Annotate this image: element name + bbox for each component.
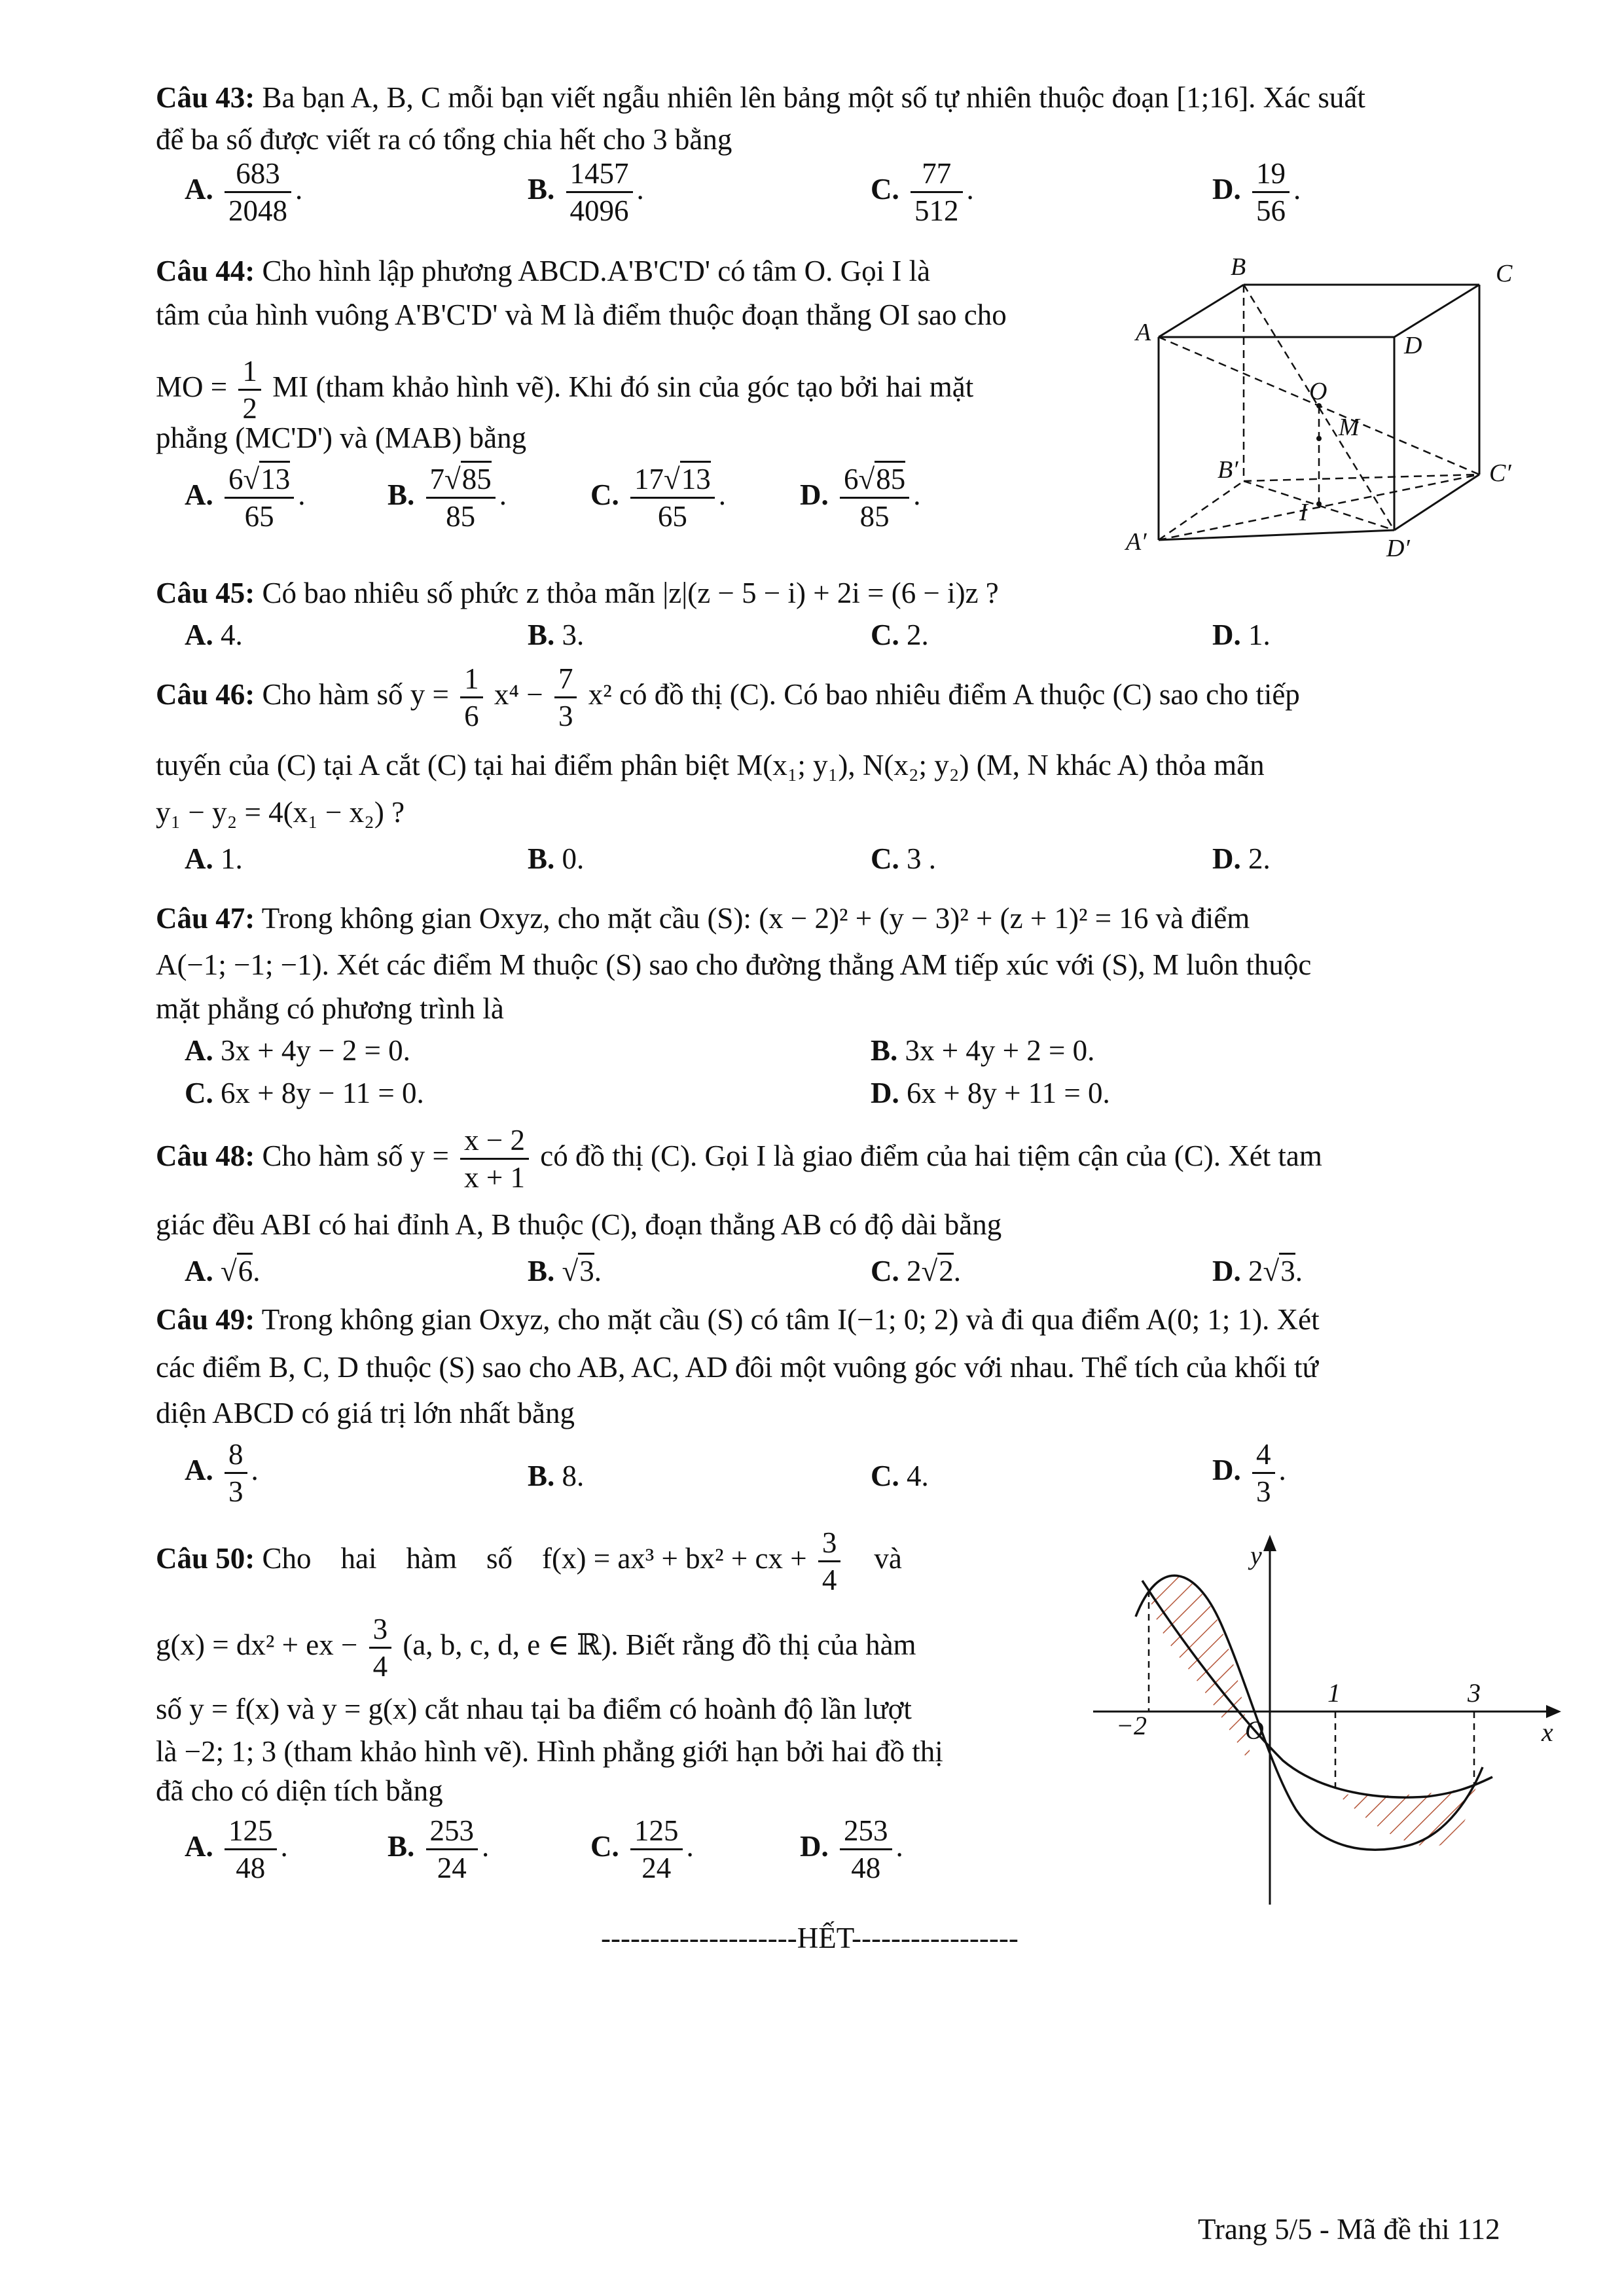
option-text: 1. [1248,619,1271,651]
label-D: D [1404,332,1422,359]
option-text: 3x + 4y − 2 = 0. [221,1034,410,1067]
label-M: M [1339,414,1360,441]
option-label: B. [388,478,415,511]
numerator: 4 [1252,1437,1275,1474]
q50-text-d: (a, b, c, d, e ∈ ℝ). Biết rằng đồ thị của hàm [403,1628,916,1661]
fraction [225,156,291,228]
denominator: 48 [236,1852,266,1884]
q50-label: Câu 50: [156,1541,255,1575]
q44-text1: Cho hình lập phương ABCD.A'B'C'D' có tâm O. Gọi I là [262,255,931,287]
option-text: 3. [562,619,585,651]
coefficient: 6 [844,463,859,495]
q43-option-d[interactable]: D. $\frac{19}{56}$ . [1212,157,1301,227]
q50-line1 [156,1525,902,1598]
fraction [630,1813,683,1886]
option-label: B. [528,1460,555,1492]
option-text: 0. [562,842,585,875]
q50-line5: đã cho có diện tích bằng [156,1774,443,1807]
option-label: A. [185,478,213,511]
option-text: 2. [907,619,929,651]
label-O: O [1309,378,1327,405]
fraction [554,661,577,734]
q47-text1: Trong không gian Oxyz, cho mặt cầu (S): (x − 2)² + (y − 3)² + (z + 1)² = 16 và điểm [261,902,1250,935]
label-B1: B′ [1218,456,1238,484]
numerator: 19 [1252,156,1290,193]
fraction [840,1813,892,1886]
q45-option-b[interactable] [528,615,584,655]
q48-line2: giác đều ABI có hai đỉnh A, B thuộc (C), đoạn thẳng AB có độ dài bằng [156,1208,1002,1241]
q47-line2: A(−1; −1; −1). Xét các điểm M thuộc (S) sao cho đường thẳng AM tiếp xúc với (S), M luôn thuộc [156,948,1312,981]
option-label: A. [185,1255,213,1287]
function-graph [1074,1518,1571,1911]
q50-option-a[interactable]: A. $\frac{125}{48}$ . [185,1814,288,1884]
option-text: 3x + 4y + 2 = 0. [905,1034,1095,1067]
q44-line4: phẳng (MC'D') và (MAB) bằng [156,422,527,454]
origin-label: O [1245,1715,1264,1745]
numerator: 253 [426,1813,478,1850]
denominator: 3 [228,1475,244,1508]
option-text: 4. [221,619,243,651]
q48-text-a: Cho hàm số y = [262,1139,449,1172]
denominator: 65 [657,500,687,533]
numerator: 125 [630,1813,683,1850]
q44-expr-right: MI (tham khảo hình vẽ). Khi đó sin của góc tạo bởi hai mặt [272,370,974,403]
q45-text1: Có bao nhiêu số phức z thỏa mãn |z|(z − 5 − i) + 2i = (6 − i)z ? [262,577,999,609]
q48-text-b: có đồ thị (C). Gọi I là giao điểm của hai tiệm cận của (C). Xét tam [540,1139,1322,1172]
coefficient: 6 [228,463,244,495]
tick-label-minus2: −2 [1116,1711,1147,1740]
period: . [253,1255,261,1287]
fraction [460,1122,529,1195]
q43-label: Câu 43: [156,81,255,114]
option-label: D. [1212,1453,1241,1486]
option-text: 1. [221,842,243,875]
fraction [1252,1437,1275,1509]
option-text: 6x + 8y + 11 = 0. [907,1077,1110,1109]
denominator: 3 [558,700,573,732]
point-M [1316,436,1322,441]
q46-label: Câu 46: [156,677,255,711]
period: . [594,1255,602,1287]
numerator: 7 [554,661,577,698]
fraction: $\frac{6√85}{85}$ [840,461,909,534]
option-label: D. [871,1077,899,1109]
q47-option-a[interactable] [185,1031,410,1070]
coefficient: 17 [634,463,664,495]
q50-option-c[interactable]: C. $\frac{125}{24}$ . [590,1814,694,1884]
radicand: 13 [680,461,711,495]
radicand: 2 [937,1253,954,1287]
page-footer: Trang 5/5 - Mã đề thi 112 [1198,2213,1500,2246]
option-label: A. [185,619,213,651]
q46-option-d[interactable] [1212,839,1271,878]
shaded-region-left [1149,1575,1252,1767]
q44-line3 [156,353,973,426]
fraction [911,156,963,228]
q46-option-c[interactable] [871,839,936,878]
point-I [1316,501,1322,507]
q47-line3: mặt phẳng có phương trình là [156,992,504,1025]
q48-option-a[interactable]: A. √6. [185,1251,260,1291]
numerator: 8 [225,1437,247,1474]
q43-line2: để ba số được viết ra có tổng chia hết cho 3 bằng [156,123,732,156]
radicand: 13 [259,461,290,495]
denominator: 65 [244,500,274,533]
q43-line1 [156,77,1365,118]
q46-option-a[interactable] [185,839,243,878]
q49-option-b[interactable] [528,1456,584,1496]
fraction [369,1611,392,1684]
option-label: A. [185,1453,213,1486]
numerator: 1 [460,661,483,698]
option-label: B. [528,619,555,651]
option-label: C. [871,172,899,206]
q49-label: Câu 49: [156,1303,255,1336]
q45-label: Câu 45: [156,577,255,609]
q45-line1 [156,573,999,613]
option-label: C. [590,1829,619,1863]
q44-label: Câu 44: [156,255,255,287]
label-C: C [1496,260,1513,287]
fraction [818,1525,841,1598]
q50-option-b[interactable]: B. $\frac{253}{24}$ . [388,1814,490,1884]
option-text: 4. [907,1460,929,1492]
q47-line1 [156,898,1250,939]
q49-option-d[interactable]: D. $\frac{4}{3}$ . [1212,1438,1286,1508]
numerator: 253 [840,1813,892,1850]
q43-option-b[interactable]: B. $\frac{1457}{4096}$ . [528,157,644,227]
option-label: C. [590,478,619,511]
option-label: A. [185,1034,213,1067]
q47-option-c[interactable] [185,1073,424,1113]
fraction [238,353,261,426]
q50-text-b: và [874,1541,902,1575]
q44-option-a[interactable]: A. $\frac{6√13}{65}$ . [185,461,305,534]
option-label: C. [871,619,899,651]
shaded-region-right [1335,1787,1476,1846]
option-label: A. [185,172,213,206]
option-label: C. [871,1460,899,1492]
q44-line2: tâm của hình vuông A'B'C'D' và M là điểm thuộc đoạn thẳng OI sao cho [156,298,1007,331]
label-I: I [1299,499,1308,526]
option-text: 2. [1248,842,1271,875]
tick-label-3: 3 [1468,1678,1481,1708]
q50-line4: là −2; 1; 3 (tham khảo hình vẽ). Hình phẳng giới hạn bởi hai đồ thị [156,1735,943,1768]
q43-option-c[interactable]: C. $\frac{77}{512}$ . [871,157,974,227]
radicand: 6 [237,1253,253,1287]
option-text: 3 . [907,842,936,875]
denominator: 56 [1256,194,1286,227]
q43-option-a[interactable]: A. $\frac{683}{2048}$ . [185,157,303,227]
numerator: 1 [238,353,261,391]
q50-option-d[interactable]: D. $\frac{253}{48}$ . [800,1814,903,1884]
q48-option-b[interactable]: B. √3. [528,1251,602,1291]
numerator: 125 [225,1813,277,1850]
option-label: A. [185,1829,213,1863]
coefficient: 2 [1248,1255,1263,1287]
denominator: 85 [446,500,476,533]
option-label: B. [528,842,555,875]
q49-line2: các điểm B, C, D thuộc (S) sao cho AB, AC, AD đôi một vuông góc với nhau. Thể tích của khối tứ [156,1351,1318,1384]
q48-option-c[interactable]: C. 2√2. [871,1251,961,1291]
radicand: 3 [1279,1253,1295,1287]
fraction [460,661,483,734]
q49-line1 [156,1299,1320,1340]
q44-option-d[interactable]: D. $\frac{6√85}{85}$ . [800,461,920,534]
tick-label-1: 1 [1327,1678,1341,1708]
q46-line1 [156,661,1300,734]
fraction [1252,156,1290,228]
label-B: B [1231,253,1246,281]
fraction [566,156,633,228]
radicand: 3 [578,1253,594,1287]
option-label: B. [388,1829,415,1863]
denominator: 4096 [569,194,629,227]
cube-figure [1113,249,1545,563]
denominator: 3 [1256,1475,1271,1508]
coefficient: 2 [907,1255,922,1287]
option-label: D. [1212,172,1241,206]
q44-line1 [156,251,930,291]
numerator: x − 2 [460,1122,529,1160]
q47-option-b[interactable] [871,1031,1094,1070]
fraction: $\frac{17√13}{65}$ [630,461,715,534]
numerator: 77 [911,156,963,193]
denominator: 24 [437,1852,467,1884]
option-label: C. [185,1077,213,1109]
denominator: 24 [641,1852,672,1884]
q43-text1: Ba bạn A, B, C mỗi bạn viết ngẫu nhiên lên bảng một số tự nhiên thuộc đoạn [1;16]. Xác suất [262,81,1365,114]
q46-text-b: x⁴ − [494,677,543,711]
period: . [953,1255,961,1287]
q48-line1 [156,1122,1322,1195]
denominator: x + 1 [464,1161,526,1194]
period: . [1295,1255,1303,1287]
q50-text-a: Cho hai hàm số f(x) = ax³ + bx² + cx + [262,1541,807,1575]
q50-line3: số y = f(x) và y = g(x) cắt nhau tại ba điểm có hoành độ lần lượt [156,1693,912,1725]
denominator: 85 [859,500,890,533]
denominator: 2 [242,392,257,425]
q46-text-c: x² có đồ thị (C). Có bao nhiêu điểm A thuộc (C) sao cho tiếp [588,677,1300,711]
q46-text-a: Cho hàm số y = [262,677,449,711]
q46-option-b[interactable] [528,839,584,878]
option-label: C. [871,1255,899,1287]
option-label: C. [871,842,899,875]
q50-text-c: g(x) = dx² + ex − [156,1628,358,1661]
numerator: 3 [369,1611,392,1649]
denominator: 4 [821,1564,837,1596]
denominator: 48 [851,1852,881,1884]
option-label: D. [800,478,829,511]
end-marker: --------------------HẾT----------------- [601,1922,1019,1954]
q44-expr-left: MO = [156,370,228,403]
q48-label: Câu 48: [156,1139,255,1172]
option-label: B. [528,1255,555,1287]
option-text: 8. [562,1460,585,1492]
radicand: 85 [461,461,492,495]
option-label: D. [1212,619,1241,651]
fraction: $\frac{6√13}{65}$ [225,461,294,534]
q50-line2 [156,1611,916,1684]
denominator: 6 [464,700,479,732]
numerator: 1457 [566,156,633,193]
q49-text1: Trong không gian Oxyz, cho mặt cầu (S) có tâm I(−1; 0; 2) và đi qua điểm A(0; 1; 1). Xét [261,1303,1320,1336]
label-A1: A′ [1126,528,1147,556]
q49-option-c[interactable] [871,1456,929,1496]
q47-option-d[interactable] [871,1073,1110,1113]
axis-x-label: x [1542,1717,1553,1747]
q49-option-a[interactable]: A. $\frac{8}{3}$ . [185,1438,259,1508]
numerator: 683 [225,156,291,193]
coefficient: 7 [429,463,445,495]
fraction: $\frac{7√85}{85}$ [426,461,496,534]
fraction [225,1813,277,1886]
q45-option-d[interactable] [1212,615,1271,655]
numerator: 3 [818,1525,841,1562]
option-text: 6x + 8y − 11 = 0. [221,1077,424,1109]
q46-line3: y₁ − y₂ = 4(x₁ − x₂) ? [156,796,405,829]
option-label: D. [800,1829,829,1863]
label-D1: D′ [1386,535,1410,562]
q48-option-d[interactable]: D. 2√3. [1212,1251,1303,1291]
axis-y-label: y [1250,1541,1262,1570]
q44-option-c[interactable]: C. $\frac{17√13}{65}$ . [590,461,726,534]
q45-option-c[interactable] [871,615,929,655]
fraction [225,1437,247,1509]
q44-option-b[interactable]: B. $\frac{7√85}{85}$ . [388,461,507,534]
option-label: D. [1212,1255,1241,1287]
q49-line3: diện ABCD có giá trị lớn nhất bằng [156,1397,575,1429]
denominator: 2048 [228,194,287,227]
fraction [426,1813,478,1886]
radicand: 85 [875,461,905,495]
denominator: 4 [372,1650,388,1683]
option-label: B. [871,1034,898,1067]
q46-line2: tuyến của (C) tại A cắt (C) tại hai điểm phân biệt M(x₁; y₁), N(x₂; y₂) (M, N khác A) thỏa mãn [156,749,1265,781]
q47-label: Câu 47: [156,902,255,935]
label-C1: C′ [1489,459,1511,487]
denominator: 512 [914,194,959,227]
option-label: D. [1212,842,1241,875]
option-label: A. [185,842,213,875]
q45-option-a[interactable] [185,615,243,655]
option-label: B. [528,172,555,206]
label-A: A [1136,319,1151,346]
